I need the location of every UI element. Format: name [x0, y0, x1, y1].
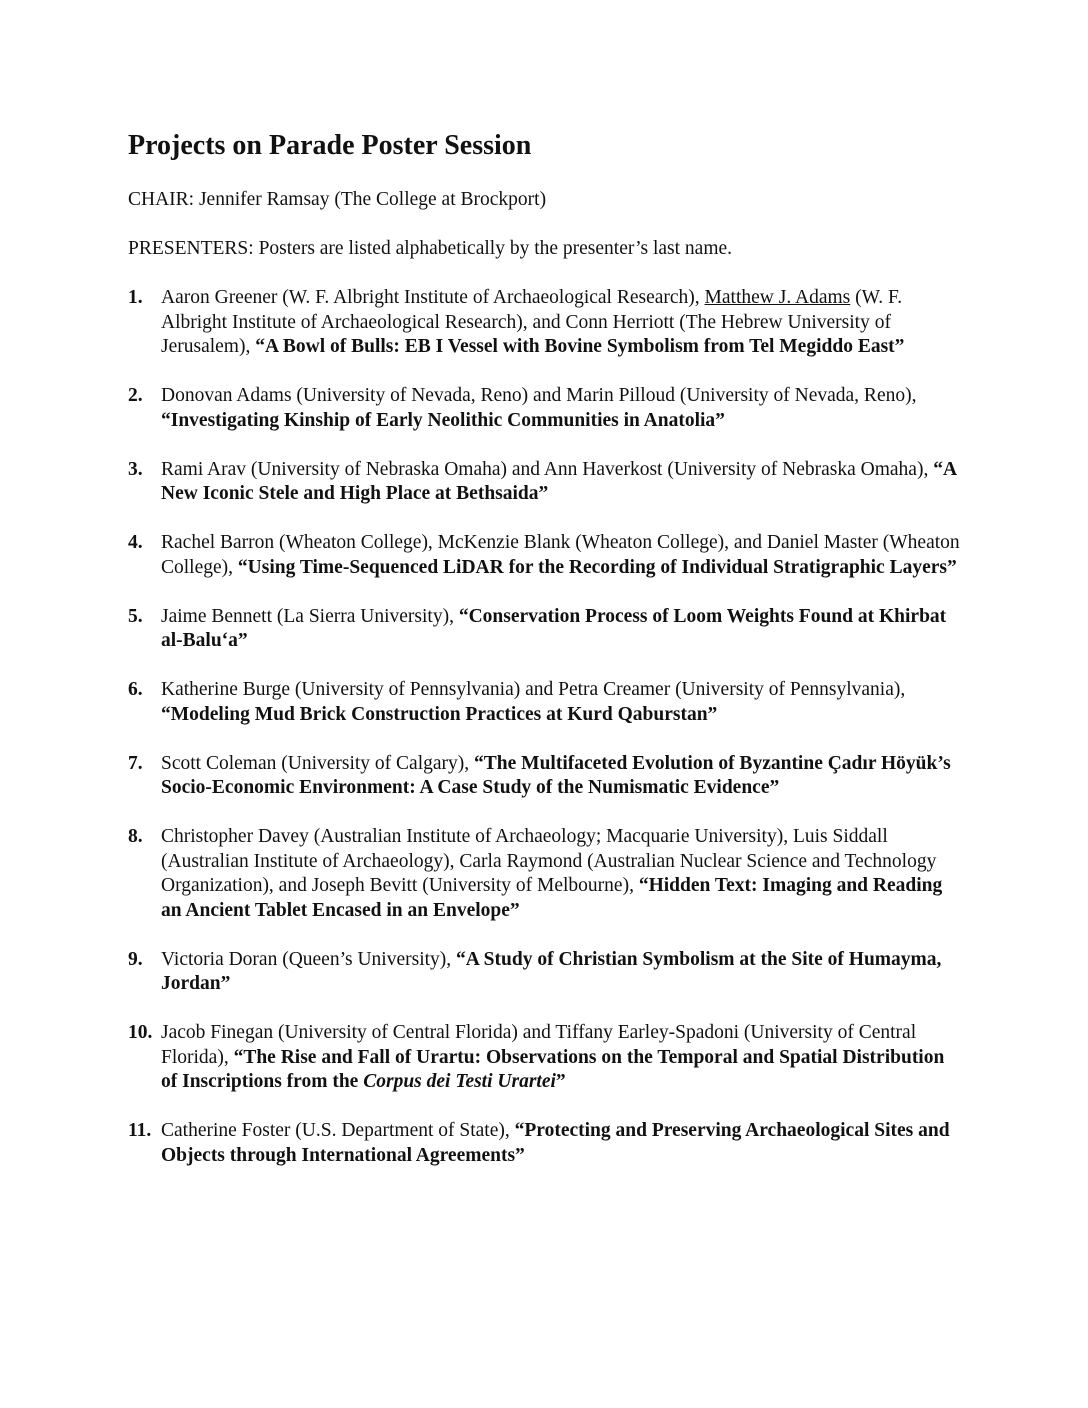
item-number: 11. [128, 1120, 152, 1141]
item-title: “The Multifaceted Evolution of Byzantine Çadır Höyük’s Socio-Economic Environment: A Case Study of the Numismatic Evidence” [161, 752, 951, 798]
list-item [128, 1021, 963, 1095]
item-authors: Jaime Bennett (La Sierra University), [161, 605, 459, 627]
list-item [128, 286, 963, 360]
item-authors: Christopher Davey (Australian Institute of Archaeology; Macquarie University), Luis Siddall (Australian Institute of Archaeology), Carla Raymond (Australian Nuclear Science and Technology Organization), and Joseph Bevitt (University of Melbourne), [161, 826, 937, 896]
chair-line: CHAIR: Jennifer Ramsay (The College at Brockport) [128, 189, 547, 210]
item-number: 3. [128, 458, 143, 480]
list-item [128, 752, 963, 801]
poster-list [128, 286, 963, 1193]
list-item [128, 1119, 963, 1168]
item-title: “Modeling Mud Brick Construction Practices at Kurd Qaburstan” [161, 703, 718, 725]
item-number: 6. [128, 679, 143, 700]
item-authors: Rachel Barron (Wheaton College), McKenzie Blank (Wheaton College), and Daniel Master (Wheaton College), [161, 532, 960, 578]
item-title: “Investigating Kinship of Early Neolithic Communities in Anatolia” [161, 409, 725, 431]
list-item [128, 605, 963, 654]
item-authors: Jacob Finegan (University of Central Florida) and Tiffany Earley-Spadoni (University of Central Florida), [161, 1022, 917, 1068]
item-number: 9. [128, 948, 143, 970]
item-number: 5. [128, 605, 143, 627]
item-number: 2. [128, 385, 143, 406]
page-title: Projects on Parade Poster Session [128, 130, 532, 161]
item-authors: Donovan Adams (University of Nevada, Reno) and Marin Pilloud (University of Nevada, Reno), [161, 385, 917, 406]
item-number: 7. [128, 752, 143, 774]
item-author-underlined: Matthew J. Adams [704, 287, 851, 308]
item-title: “The Rise and Fall of Urartu: Observations on the Temporal and Spatial Distribution of Inscriptions from the [161, 1046, 945, 1092]
item-number: 8. [128, 826, 143, 847]
list-item [128, 458, 963, 507]
item-title-italic: Corpus dei Testi Urartei [363, 1071, 556, 1092]
item-number: 4. [128, 532, 143, 553]
item-title: “Conservation Process of Loom Weights Found at Khirbat al-Balu‘a” [161, 605, 947, 651]
list-item [128, 531, 963, 580]
item-title: “Hidden Text: Imaging and Reading an Ancient Tablet Encased in an Envelope” [161, 875, 943, 921]
list-item [128, 825, 963, 923]
item-authors: Katherine Burge (University of Pennsylvania) and Petra Creamer (University of Pennsylvania), [161, 679, 906, 700]
item-authors: Scott Coleman (University of Calgary), [161, 752, 475, 774]
item-title: “Using Time-Sequenced LiDAR for the Recording of Individual Stratigraphic Layers” [237, 556, 957, 578]
item-number: 10. [128, 1022, 153, 1043]
item-title: “A New Iconic Stele and High Place at Bethsaida” [161, 458, 956, 504]
item-authors: Aaron Greener (W. F. Albright Institute of Archaeological Research), [161, 287, 705, 308]
item-authors: Rami Arav (University of Nebraska Omaha) and Ann Haverkost (University of Nebraska Omaha), [161, 458, 934, 480]
list-item [128, 948, 963, 997]
item-authors-continued: (W. F. Albright Institute of Archaeological Research), and Conn Herriott (The Hebrew University of Jerusalem), [161, 287, 903, 357]
item-authors: Catherine Foster (U.S. Department of State), [161, 1120, 515, 1141]
list-item [128, 678, 963, 727]
item-title: “A Bowl of Bulls: EB I Vessel with Bovine Symbolism from Tel Megiddo East” [255, 336, 905, 357]
presenters-intro: PRESENTERS: Posters are listed alphabetically by the presenter’s last name. [128, 238, 733, 259]
item-title-end: ” [555, 1071, 566, 1092]
item-title: “Protecting and Preserving Archaeological Sites and Objects through International Agreements” [161, 1120, 950, 1166]
item-title: “A Study of Christian Symbolism at the Site of Humayma, Jordan” [161, 948, 942, 994]
item-authors: Victoria Doran (Queen’s University), [161, 948, 457, 970]
list-item [128, 384, 963, 433]
item-number: 1. [128, 287, 143, 308]
